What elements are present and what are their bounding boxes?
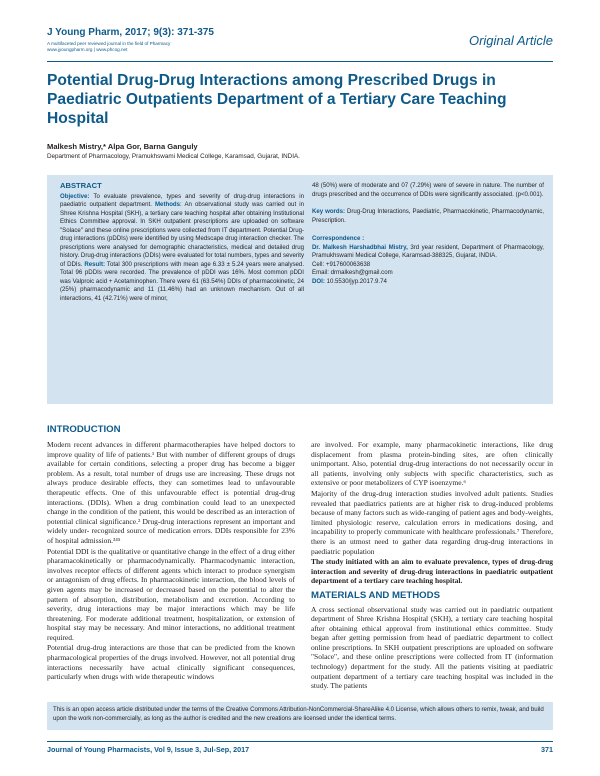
article-type: Original Article <box>468 33 553 48</box>
article-title: Potential Drug-Drug Interactions among Prescribed Drugs in Paediatric Outpatients Department of a Tertiary Care Teaching Hospital <box>47 72 507 127</box>
intro-paragraph-1: Modern recent advances in different pharmacotherapies have helped doctors to improve quality of life of patients.¹ But with number of different groups of drugs available for certain conditions, selecting a proper drug has become a bigger problem. As a result, total number of drugs use are increasing. These drugs not always produce desirable effects, they can sometimes lead to unfavourable therapeutic effects. One of this unfavourable effect is potential drug-drug interactions. (DDIs). When a drug combination could lead to an unexpected change in the condition of the patient, this would be described as an interaction of potential clinical significance.² Drug-drug interactions represent an important and widely under- recognized source of medication errors. DDIs responsible for 23% of hospital admission.³⁴⁵ <box>47 440 295 545</box>
correspondence-details: 3rd year resident, Department of Pharmacology, Pramukhswami Medical College, Karamsad-388325, Gujarat, INDIA. <box>312 243 545 259</box>
objective-text: To evaluate prevalence, types and severity of drug-drug interactions in paediatric outpatient department. <box>60 192 304 208</box>
keywords-label: Key words: <box>312 208 346 215</box>
correspondence-name: Dr. Malkesh Harshadbhai Mistry, <box>312 243 408 251</box>
methods-label: Methods <box>154 201 181 208</box>
footer-journal: Journal of Young Pharmacists, Vol 9, Issue 3, Jul-Sep, 2017 <box>47 745 250 754</box>
journal-citation: J Young Pharm, 2017; 9(3): 371-375 <box>47 27 214 38</box>
abstract-heading: ABSTRACT <box>60 181 102 190</box>
author-affiliation: Department of Pharmacology, Pramukhswami Medical College, Karamsad, Gujarat, INDIA. <box>47 153 300 160</box>
keywords-text: Drug-Drug Interactions, Paediatric, Pharmacokinetic, Pharmacodynamic, Prescription. <box>312 208 544 224</box>
journal-subtitle <box>47 41 170 53</box>
methods-text: : An observational study was carried out in Shree Krishna Hospital (SKH), a tertiary care teaching hospital after obtaining Institutional Ethics Committee approval. In SKH outpatient prescriptions are uploaded on software "Solace" and these online prescriptions were collected from IT department. Potential Drug-drug interactions (pDDIs) were identified by using Medscape drug interaction checker. The prescriptions were analysed for demographic characteristics, medical and detailed drug history. Drug-drug interactions (DDIs) were evaluated for total numbers, types and severity of DDIs. <box>60 201 304 268</box>
abstract-box <box>47 175 553 404</box>
correspondence-email[interactable]: Email: drmalkesh@gmail.com <box>312 269 393 276</box>
footer-divider <box>47 741 553 742</box>
body-column-right <box>311 440 553 692</box>
journal-websites[interactable]: www.jyoungpharm.org | www.phcog.net <box>47 47 128 52</box>
intro-paragraph-6: The study initiated with an aim to evaluate prevalence, types of drug-drug interaction and severity of drug-drug interactions in paediatric outpatient department of a tertiary care teaching hospital. <box>311 557 553 586</box>
doi-value: 10.5530/jyp.2017.9.74 <box>324 277 387 285</box>
introduction-heading: INTRODUCTION <box>47 424 121 435</box>
result-label: Result: <box>84 260 105 268</box>
intro-paragraph-5: Majority of the drug-drug interaction studies involved adult patients. Studies revealed that paediatrics patients are at higher risk to drug-induced problems because of many factors such as wide-ranging of patient ages and body-weights, limited physiologic reserve, calculation errors in medications dosing, and incapability to properly communicate with healthcare professionals.⁷ Therefore, there is an utmost need to gather data regarding drug-drug interactions in paediatric population <box>311 488 553 556</box>
author-list: Malkesh Mistry,* Alpa Gor, Barna Ganguly <box>47 142 198 151</box>
abstract-continued: 48 (50%) were of moderate and 07 (7.29%) were of severe in nature. The number of drugs prescribed and the occurrence of DDIs were significantly associated. (p<0.001). <box>312 182 544 198</box>
journal-tagline: A multifaceted peer reviewed journal in the field of Pharmacy <box>47 41 171 46</box>
doi[interactable] <box>312 278 544 287</box>
page-number: 371 <box>541 745 553 754</box>
intro-paragraph-2: Potential DDI is the qualitative or quantitative change in the effect of a drug either pharamacokinetically or pharmacodynamically. Pharmacodynamic interaction, involves receptor effects of different agents which interact to produce synergism or antagonism of drug effects. In pharmacokinetic interaction, the blood levels of given agents may be increased or decreased based on the potential to alter the pattern of absorption, distribution, metabolism and excretion. According to severity, drug interactions may be major interactions which may be life threatening. For moderate additional treatment, hospitalization, or extension of hospital stay may be necessary. And minor interactions, no additional treatment required. <box>47 546 295 642</box>
result-text: Total 300 prescriptions with mean age 6.33 ± 5.24 years were analysed. Total 96 pDDIs were recorded. The prevalence of pDDI was 16%. Most common pDDI was Valproic acid + Acetaminophen. There were 61 (63.54%) DDIs of pharmacokinetic, 24 (25%) pharmacodynamic and 11 (11.46%) had an unknown mechanism. Out of all interactions, 41 (42.71%) were of minor, <box>60 260 305 302</box>
abstract-text <box>60 193 304 304</box>
methods-paragraph-1: A cross sectional observational study was carried out in paediatric outpatient department of Shree Krishna Hospital (SKH), a tertiary care teaching hospital after obtaining ethical approval from institutional ethics committee. Study began after getting permission from head of paediatric department to collect online prescriptions. In SKH outpatient prescriptions are uploaded on software "Solace", and these online prescriptions were collected from IT (information technology) department for the study. All the patients visiting at paediatric outpatient department of a tertiary care teaching hospital was included in the study. The patients <box>311 604 553 691</box>
body-column-left <box>47 440 295 683</box>
correspondence-heading: Correspondence : <box>312 235 365 242</box>
abstract-column-left <box>60 182 304 303</box>
header-divider <box>47 61 553 62</box>
license-text: This is an open access article distributed under the terms of the Creative Commons Attribution-NonCommercial-ShareAlike 4.0 License, which allows others to remix, tweak, and build upon the work non-commercially, as long as the author is credited and the new creations are licensed under the identical terms. <box>53 706 544 722</box>
keywords <box>312 208 544 225</box>
intro-paragraph-3: Potential drug-drug interactions are those that can be predicted from the known pharmacological properties of the drugs involved. However, not all potential drug interactions necessarily have actual clinically significant consequences, particularly when drugs with wide therapeutic windows <box>47 643 295 682</box>
intro-paragraph-4: are involved. For example, many pharmacokinetic interactions, like drug displacement from plasma protein-binding sites, are often clinically unimportant. Also, potential drug-drug interactions do not necessarily occur in all patients, involving only subjects with specific characteristics, such as extensive or poor metabolizers of CYP isoenzyme.⁶ <box>311 440 553 488</box>
objective-label: Objective: <box>60 192 90 200</box>
correspondence-phone: Cell: +917600063638 <box>312 260 371 268</box>
license-box <box>47 702 553 730</box>
correspondence-address <box>312 244 544 261</box>
doi-label: DOI: <box>312 277 325 285</box>
methods-heading: MATERIALS AND METHODS <box>311 589 440 601</box>
abstract-column-right <box>312 182 544 286</box>
